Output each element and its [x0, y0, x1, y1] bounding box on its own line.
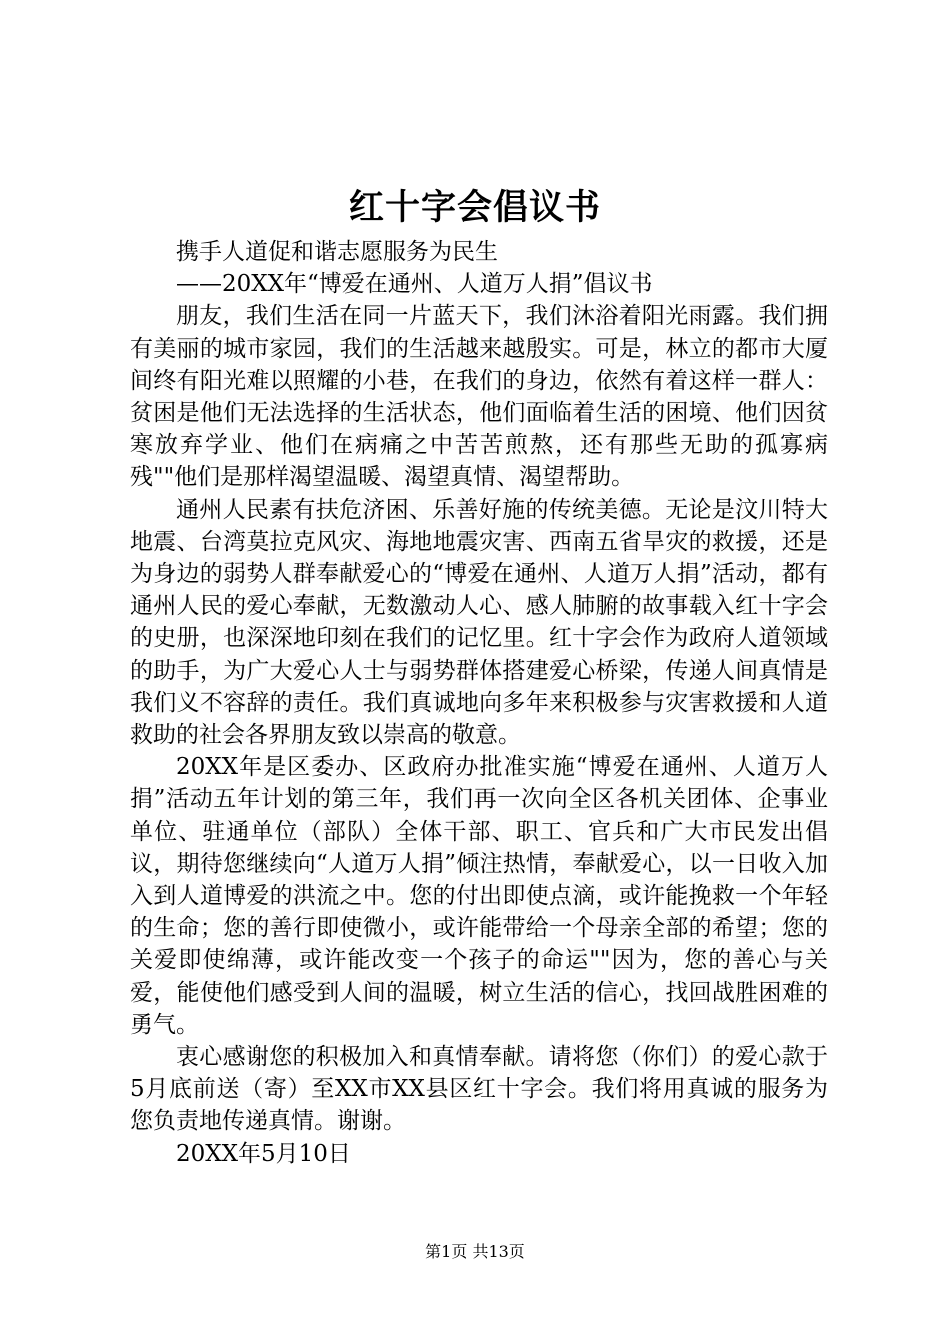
paragraph-1: 朋友，我们生活在同一片蓝天下，我们沐浴着阳光雨露。我们拥有美丽的城市家园，我们的生活越来越殷实。可是，林立的都市大厦间终有阳光难以照耀的小巷，在我们的身边，依然有着这样一群人：贫困是他们无法选择的生活状态，他们面临着生活的困境、他们因贫寒放弃学业、他们在病痛之中苦苦煎熬，还有那些无助的孤寡病残""他们是那样渴望温暖、渴望真情、渴望帮助。 [130, 303, 828, 491]
document-title: 红十字会倡议书 [348, 187, 601, 228]
document-body [130, 236, 828, 1170]
subheading: ——20XX年“博爱在通州、人道万人捐”倡议书 [176, 271, 653, 298]
paragraph-4: 衷心感谢您的积极加入和真情奉献。请将您（你们）的爱心款于5月底前送（寄）至XX市XX县区红十字会。我们将用真诚的服务为您负责地传递真情。谢谢。 [130, 1044, 828, 1135]
page-footer: 第1页 共13页 [425, 1242, 525, 1261]
paragraph-3: 20XX年是区委办、区政府办批准实施“博爱在通州、人道万人捐”活动五年计划的第三年，我们再一次向全区各机关团体、企事业单位、驻通单位（部队）全体干部、职工、官兵和广大市民发出倡议，期待您继续向“人道万人捐”倾注热情，奉献爱心，以一日收入加入到人道博爱的洪流之中。您的付出即使点滴，或许能挽救一个年轻的生命；您的善行即使微小，或许能带给一个母亲全部的希望；您的关爱即使绵薄，或许能改变一个孩子的命运""因为，您的善心与关爱，能使他们感受到人间的温暖，树立生活的信心，找回战胜困难的勇气。 [130, 754, 828, 1038]
paragraph-2: 通州人民素有扶危济困、乐善好施的传统美德。无论是汶川特大地震、台湾莫拉克风灾、海地地震灾害、西南五省旱灾的救援，还是为身边的弱势人群奉献爱心的“博爱在通州、人道万人捐”活动，都有通州人民的爱心奉献，无数激动人心、感人肺腑的故事载入红十字会的史册，也深深地印刻在我们的记忆里。红十字会作为政府人道领域的助手，为广大爱心人士与弱势群体搭建爱心桥梁，传递人间真情是我们义不容辞的责任。我们真诚地向多年来积极参与灾害救援和人道救助的社会各界朋友致以崇高的敬意。 [130, 496, 828, 749]
document-date: 20XX年5月10日 [176, 1140, 351, 1167]
subtitle: 携手人道促和谐志愿服务为民生 [176, 239, 498, 265]
